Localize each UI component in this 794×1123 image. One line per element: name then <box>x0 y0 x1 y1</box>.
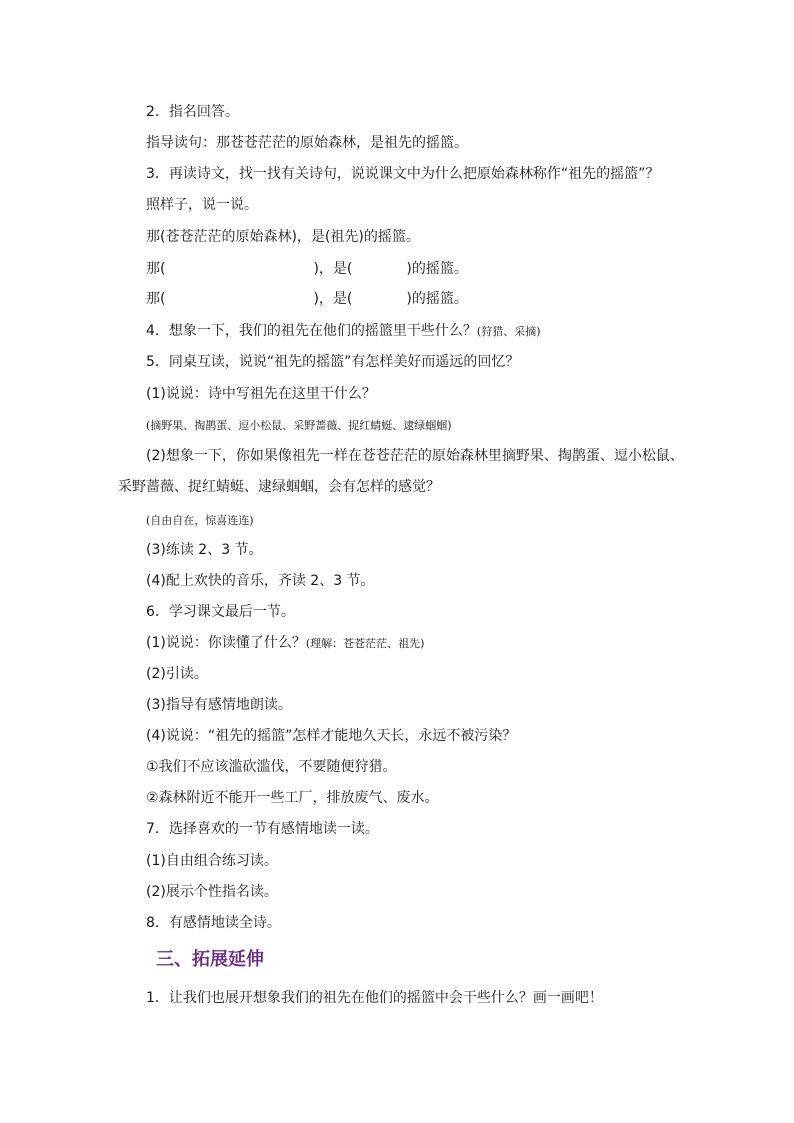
blank-suffix: )的摇篮。 <box>406 291 468 307</box>
blank-prefix: 那( <box>146 291 166 307</box>
blank-suffix: )的摇篮。 <box>406 261 468 277</box>
blank-middle: )，是( <box>313 291 353 307</box>
fill-blank-line <box>146 290 468 308</box>
text-line <box>146 634 424 653</box>
fill-blank-line <box>146 260 468 278</box>
text-line <box>146 322 541 341</box>
text-line: (1)说说：诗中写祖先在这里干什么？ <box>146 386 376 402</box>
text-line: 照样子，说一说。 <box>146 197 258 213</box>
text-line: (3)练读 2、3 节。 <box>146 542 263 558</box>
blank-prefix: 那( <box>146 261 166 277</box>
question-text: 4．想象一下，我们的祖先在他们的摇篮里干些什么？ <box>146 323 477 339</box>
text-line: 1．让我们也展开想象我们的祖先在他们的摇篮中会干些什么？画一画吧！ <box>146 990 603 1006</box>
section-heading: 三、拓展延伸 <box>156 949 264 970</box>
text-line: (2)展示个性指名读。 <box>146 884 278 900</box>
text-line: (4)说说：“祖先的摇篮”怎样才能地久天长，永远不被污染？ <box>146 728 517 744</box>
text-line: 采野蔷薇、捉红蜻蜓、逮绿蝈蝈，会有怎样的感觉？ <box>118 479 440 495</box>
answer-note: (自由自在，惊喜连连) <box>146 514 254 527</box>
text-line: 8．有感情地读全诗。 <box>146 915 281 931</box>
text-line: (2)想象一下，你如果像祖先一样在苍苍茫茫的原始森林里摘野果、掏鹊蛋、逗小松鼠、 <box>146 448 684 464</box>
text-line: (4)配上欢快的音乐，齐读 2、3 节。 <box>146 573 375 589</box>
text-line: (2)引读。 <box>146 666 208 682</box>
text-line: (3)指导有感情地朗读。 <box>146 697 292 713</box>
text-line: 指导读句：那苍苍茫茫的原始森林，是祖先的摇篮。 <box>146 135 468 151</box>
text-line: ②森林附近不能开一些工厂，排放废气、废水。 <box>146 790 439 806</box>
blank-middle: )，是( <box>313 261 353 277</box>
question-text: (1)说说：你读懂了什么？ <box>146 635 306 651</box>
text-line: 那(苍苍茫茫的原始森林)，是(祖先)的摇篮。 <box>146 229 420 245</box>
text-line: 6．学习课文最后一节。 <box>146 604 295 620</box>
answer-note: (理解：苍苍茫茫、祖先) <box>305 637 425 650</box>
text-line: 2．指名回答。 <box>146 104 239 120</box>
text-line: 3．再读诗文，找一找有关诗句，说说课文中为什么把原始森林称作“祖先的摇篮”？ <box>146 166 660 182</box>
text-line: 5．同桌互读，说说“祖先的摇篮”有怎样美好而遥远的回忆？ <box>146 354 520 370</box>
text-line: 7．选择喜欢的一节有感情地读一读。 <box>146 821 379 837</box>
text-line: ①我们不应该滥砍滥伐，不要随便狩猎。 <box>146 759 397 775</box>
answer-note: (摘野果、掏鹊蛋、逗小松鼠、采野蔷薇、捉红蜻蜓、逮绿蝈蝈) <box>146 419 452 432</box>
answer-note: (狩猎、采摘) <box>476 325 541 338</box>
text-line: (1)自由组合练习读。 <box>146 853 278 869</box>
